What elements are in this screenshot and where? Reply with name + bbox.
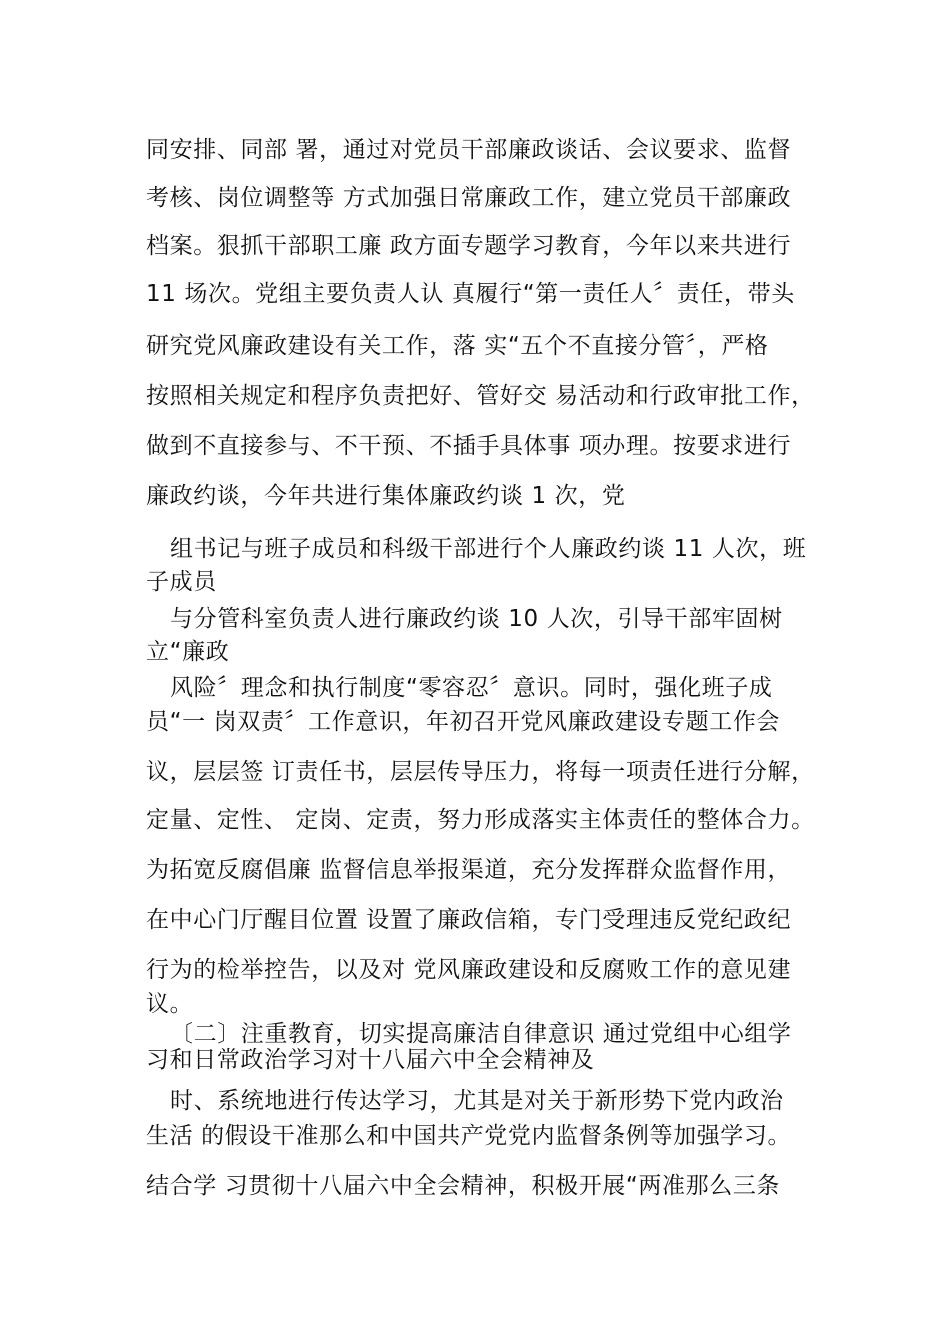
text-line: 风险〞理念和执行制度“零容忍〞意识。同时，强化班子成 (170, 675, 773, 701)
text-line: 做到不直接参与、不干预、不插手具体事 项办理。按要求进行 (146, 433, 792, 459)
text-line: 员“一 岗双责〞工作意识，年初召开党风廉政建设专题工作会 (146, 709, 781, 735)
text-line: 组书记与班子成员和科级干部进行个人廉政约谈 11 人次，班 (170, 536, 807, 562)
text-line: 议。 (146, 991, 194, 1017)
text-line: 为拓宽反腐倡廉 监督信息举报渠道，充分发挥群众监督作用， (146, 857, 792, 883)
section-heading: 〔二〕注重教育，切实提高廉洁自律意识 通过党组中心组学 (170, 1021, 792, 1047)
text-line: 与分管科室负责人进行廉政约谈 10 人次，引导干部牢固树 (170, 606, 783, 632)
text-line: 子成员 (146, 569, 217, 595)
text-line: 档案。狠抓干部职工廉 政方面专题学习教育，今年以来共进行 (146, 233, 792, 259)
text-line: 议，层层签 订责任书，层层传导压力，将每一项责任进行分解， (146, 759, 815, 785)
text-line: 习和日常政治学习对十八届六中全会精神及 (146, 1047, 595, 1073)
text-line: 研究党风廉政建设有关工作，落 实“五个不直接分管〞，严格 (146, 333, 769, 359)
text-line: 考核、岗位调整等 方式加强日常廉政工作，建立党员干部廉政 (146, 185, 792, 211)
text-line: 生活 的假设干准那么和中国共产党党内监督条例等加强学习。 (146, 1123, 792, 1149)
text-line: 在中心门厅醒目位置 设置了廉政信箱，专门受理违反党纪政纪 (146, 907, 792, 933)
text-line: 立“廉政 (146, 639, 230, 665)
text-line: 时、系统地进行传达学习，尤其是对关于新形势下党内政治 (170, 1088, 784, 1114)
text-line: 按照相关规定和程序负责把好、管好交 易活动和行政审批工作， (146, 383, 815, 409)
text-line: 11 场次。党组主要负责人认 真履行“第一责任人〞责任，带头 (146, 281, 795, 307)
text-line: 行为的检举控告，以及对 党风廉政建设和反腐败工作的意见建 (146, 957, 792, 983)
text-line: 同安排、同部 署，通过对党员干部廉政谈话、会议要求、监督 (146, 137, 792, 163)
text-line: 廉政约谈，今年共进行集体廉政约谈 1 次，党 (146, 483, 626, 509)
text-line: 结合学 习贯彻十八届六中全会精神，积极开展“两准那么三条 (146, 1173, 781, 1199)
text-line: 定量、定性、 定岗、定责，努力形成落实主体责任的整体合力。 (146, 807, 815, 833)
